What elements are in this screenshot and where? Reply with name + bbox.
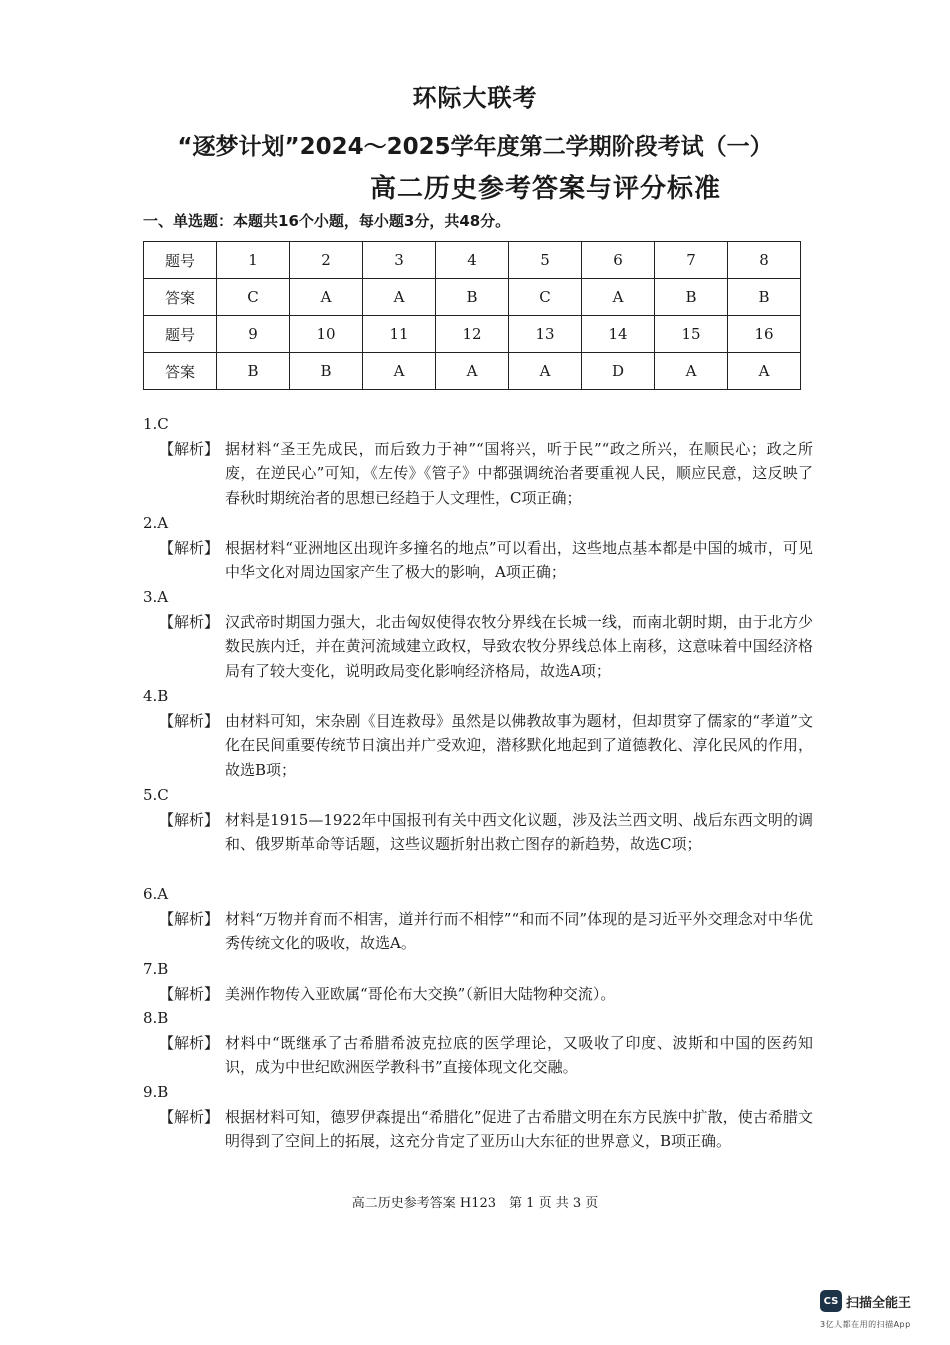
analysis-label: 【解析】 (159, 909, 220, 928)
analysis-text: 美洲作物传入亚欧属“哥伦布大交换”（新旧大陆物种交流）。 (225, 984, 616, 1003)
question-number: 6.A (143, 885, 169, 903)
section-heading: 一、单选题：本题共16个小题，每小题3分，共48分。 (143, 212, 511, 230)
table-cell: B (217, 353, 290, 390)
question-number: 7.B (143, 960, 169, 978)
answer-table (143, 241, 801, 390)
table-cell: B (436, 279, 509, 316)
question-9 (143, 1080, 813, 1154)
table-cell: C (509, 279, 582, 316)
page-footer: 高二历史参考答案 H123 第 1 页 共 3 页 (351, 1196, 599, 1211)
table-cell: 5 (509, 242, 582, 279)
question-7 (143, 957, 813, 1006)
table-cell: 题号 (144, 316, 217, 353)
exam-league-title: 环际大联考 (412, 84, 538, 112)
question-number: 2.A (143, 514, 169, 532)
question-number: 1.C (143, 415, 169, 433)
question-3 (143, 585, 813, 683)
table-cell: 10 (290, 316, 363, 353)
analysis-label: 【解析】 (159, 984, 220, 1003)
table-cell: 14 (582, 316, 655, 353)
analysis-label: 【解析】 (159, 711, 220, 730)
question-number: 9.B (143, 1083, 169, 1101)
table-cell: C (217, 279, 290, 316)
table-cell: 3 (363, 242, 436, 279)
table-cell: A (436, 353, 509, 390)
analysis-text: 材料是1915—1922年中国报刊有关中西文化议题，涉及法兰西文明、战后东西文明的调和、俄罗斯革命等话题，这些议题折射出救亡图存的新趋势，故选C项； (225, 810, 813, 853)
table-cell: A (728, 353, 801, 390)
question-8 (143, 1006, 813, 1080)
analysis-text: 由材料可知，宋杂剧《目连救母》虽然是以佛教故事为题材，但却贯穿了儒家的“孝道”文化在民间重要传统节日演出并广受欢迎，潜移默化地起到了道德教化、淳化民风的作用，故选B项； (225, 711, 813, 779)
table-cell: 答案 (144, 353, 217, 390)
table-cell: A (582, 279, 655, 316)
table-cell: 13 (509, 316, 582, 353)
analysis-text: 根据材料可知，德罗伊森提出“希腊化”促进了古希腊文明在东方民族中扩散，使古希腊文明得到了空间上的拓展，这充分肯定了亚历山大东征的世界意义，B项正确。 (225, 1107, 813, 1150)
table-cell: A (363, 353, 436, 390)
analysis-label: 【解析】 (159, 1033, 220, 1052)
table-cell: 8 (728, 242, 801, 279)
table-row (144, 353, 801, 390)
table-cell: 6 (582, 242, 655, 279)
table-cell: 7 (655, 242, 728, 279)
table-cell: 4 (436, 242, 509, 279)
answer-key-title: 高二历史参考答案与评分标准 (370, 174, 722, 204)
analysis-label: 【解析】 (159, 1107, 220, 1126)
table-cell: A (509, 353, 582, 390)
analysis-text: 材料“万物并育而不相害，道并行而不相悖”“和而不同”体现的是习近平外交理念对中华优秀传统文化的吸收，故选A。 (225, 909, 813, 952)
analysis-text: 据材料“圣王先成民，而后致力于神”“国将兴，听于民”“政之所兴，在顺民心；政之所废，在逆民心”可知，《左传》《管子》中都强调统治者要重视人民，顺应民意，这反映了春秋时期统治者的思想已经趋于人文理性，C项正确； (225, 439, 813, 507)
scanner-app-name: 扫描全能王 (846, 1295, 912, 1311)
table-cell: 答案 (144, 279, 217, 316)
table-cell: A (290, 279, 363, 316)
table-cell: 12 (436, 316, 509, 353)
analysis-text: 汉武帝时期国力强大，北击匈奴使得农牧分界线在长城一线，而南北朝时期，由于北方少数民族内迁，并在黄河流域建立政权，导致农牧分界线总体上南移，这意味着中国经济格局有了较大变化，说明政局变化影响经济格局，故选A项； (225, 612, 813, 680)
table-row (144, 242, 801, 279)
table-cell: 9 (217, 316, 290, 353)
question-6 (143, 882, 813, 956)
table-cell: 题号 (144, 242, 217, 279)
question-number: 3.A (143, 588, 169, 606)
analysis-label: 【解析】 (159, 538, 220, 557)
analysis-text: 根据材料“亚洲地区出现许多撞名的地点”可以看出，这些地点基本都是中国的城市，可见中华文化对周边国家产生了极大的影响，A项正确； (225, 538, 813, 581)
table-cell: 2 (290, 242, 363, 279)
question-5 (143, 783, 813, 857)
table-cell: B (655, 279, 728, 316)
analysis-label: 【解析】 (159, 810, 220, 829)
analysis-label: 【解析】 (159, 612, 220, 631)
analysis-label: 【解析】 (159, 439, 220, 458)
table-row (144, 316, 801, 353)
table-cell: B (728, 279, 801, 316)
question-4 (143, 684, 813, 782)
table-cell: A (655, 353, 728, 390)
question-number: 4.B (143, 687, 169, 705)
table-cell: 16 (728, 316, 801, 353)
exam-name-title: “逐梦计划”2024～2025学年度第二学期阶段考试（一） (177, 134, 773, 160)
scanner-tagline: 3亿人都在用的扫描App (820, 1320, 911, 1329)
camscanner-logo-icon: CS (820, 1290, 842, 1312)
table-cell: 1 (217, 242, 290, 279)
table-cell: B (290, 353, 363, 390)
question-1 (143, 412, 813, 510)
question-2 (143, 511, 813, 585)
question-number: 8.B (143, 1009, 169, 1027)
question-number: 5.C (143, 786, 169, 804)
table-cell: A (363, 279, 436, 316)
analysis-text: 材料中“既继承了古希腊希波克拉底的医学理论，又吸收了印度、波斯和中国的医药知识，成为中世纪欧洲医学教科书”直接体现文化交融。 (225, 1033, 813, 1076)
table-cell: 11 (363, 316, 436, 353)
scanner-watermark (820, 1290, 911, 1312)
table-cell: 15 (655, 316, 728, 353)
table-cell: D (582, 353, 655, 390)
table-row (144, 279, 801, 316)
